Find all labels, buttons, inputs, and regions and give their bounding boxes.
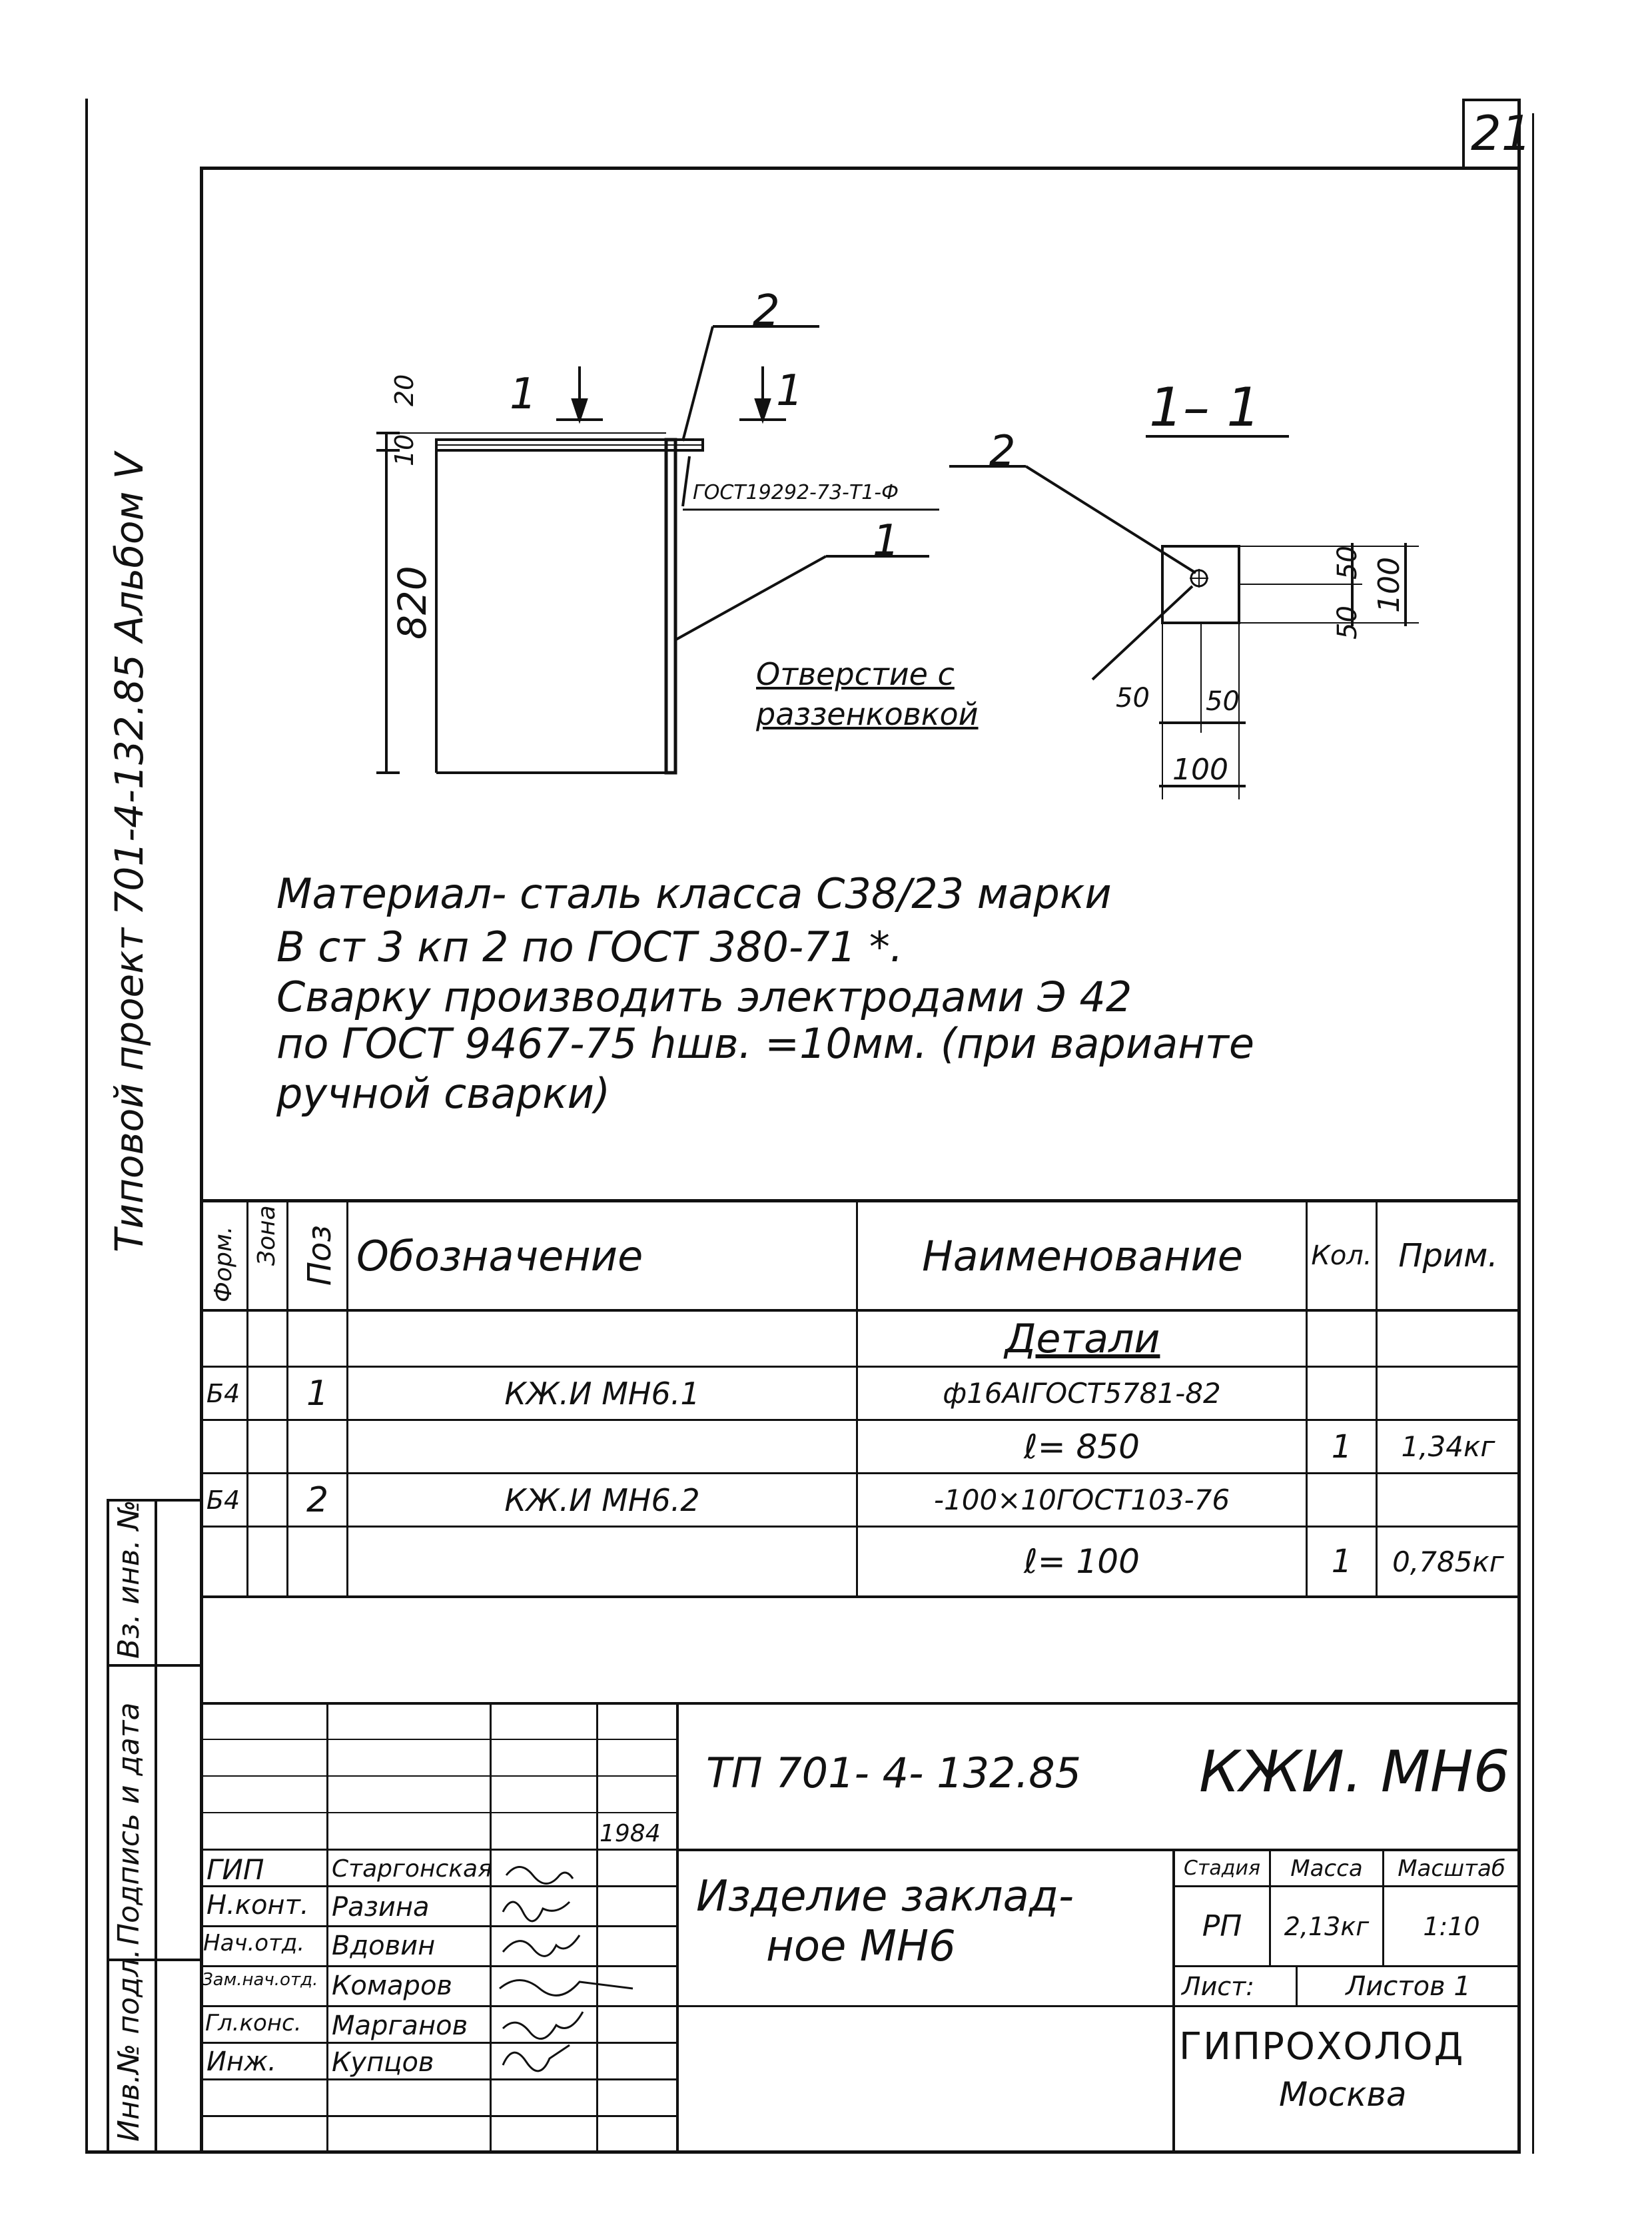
tb-name-1: Разина	[332, 1892, 430, 1923]
tb-role-4: Гл.конс.	[205, 2010, 302, 2036]
tb-role-3: Зам.нач.отд.	[202, 1970, 318, 1990]
signature-2	[503, 1902, 570, 1921]
tb-item-title-2: ное МН6	[766, 1922, 956, 1971]
spec-hline-6	[200, 1595, 1520, 1598]
tb-item-title-1: Изделие заклад-	[696, 1872, 1074, 1921]
note-line-2: В ст 3 кп 2 по ГОСТ 380-71 *.	[276, 923, 903, 971]
tb-year: 1984	[600, 1820, 661, 1847]
tb-h11	[200, 2115, 676, 2117]
tb-name-5: Купцов	[332, 2047, 434, 2078]
tb-sheet-label: Лист:	[1182, 1971, 1255, 2001]
spec-row2-qty: 1	[1331, 1428, 1352, 1466]
leader-2-top-label: 2	[753, 286, 780, 336]
signature-6	[503, 2045, 570, 2071]
tb-mass: 2,13кг	[1284, 1911, 1370, 1941]
spec-section-title: Детали	[1005, 1315, 1160, 1362]
tb-top	[200, 1702, 1520, 1705]
margin-stamp-line-b	[155, 1499, 157, 2154]
tb-h-left-r3	[676, 2005, 1172, 2007]
note-line-3: Сварку производить электродами Э 42	[276, 973, 1132, 1021]
sec-dim-50-d: 50	[1206, 686, 1240, 717]
spec-row4-name: ℓ= 100	[1024, 1542, 1140, 1581]
tb-name-3: Комаров	[332, 1971, 452, 2001]
spec-header-format: Форм.	[210, 1226, 237, 1302]
spec-header-qty: Кол.	[1311, 1240, 1372, 1271]
tb-name-0: Старгонская	[332, 1855, 492, 1883]
tb-mass-label: Масса	[1290, 1855, 1363, 1882]
sec-dim-50-a: 50	[1332, 546, 1363, 580]
spec-header-note: Прим.	[1398, 1237, 1498, 1274]
weld-leader	[683, 456, 689, 506]
spec-row2-note: 1,34кг	[1401, 1430, 1495, 1463]
weld-gost-label: ГОСТ19292-73-Т1-Ф	[693, 481, 899, 504]
margin-inv-no: Инв.№ подл.	[112, 1949, 146, 2142]
spec-row4-note: 0,785кг	[1392, 1545, 1504, 1578]
leader-1-label: 1	[873, 516, 900, 566]
spec-row3-designation: КЖ.И МН6.2	[504, 1482, 700, 1518]
tb-stage-label: Стадия	[1183, 1857, 1261, 1880]
spec-header-pos: Поз	[301, 1225, 338, 1286]
tb-org-line2: Москва	[1279, 2075, 1407, 2114]
tb-role-2: Нач.отд.	[203, 1930, 305, 1957]
dim-20-label: 20	[390, 374, 419, 406]
tb-h1	[200, 1739, 676, 1740]
signature-3	[503, 1935, 580, 1956]
spec-header-zone: Зона	[253, 1205, 280, 1266]
spec-header-designation: Обозначение	[356, 1231, 643, 1280]
tb-v4	[676, 1702, 679, 2150]
sheet-number: 21	[1471, 105, 1532, 161]
tb-project-code: ТП 701- 4- 132.85	[706, 1749, 1082, 1797]
album-title-vertical: Типовой проект 701-4-132.85 Альбом V	[107, 452, 152, 1252]
leader-1-diag	[676, 556, 826, 640]
tb-role-5: Инж.	[206, 2046, 276, 2077]
sec-dim-100-v: 100	[1372, 557, 1406, 613]
note-line-5: ручной сварки)	[276, 1069, 611, 1118]
spec-row3-name: -100×10ГОСТ103-76	[933, 1484, 1230, 1516]
spec-row3-format: Б4	[206, 1485, 240, 1515]
spec-row1-pos: 1	[306, 1373, 329, 1414]
cut-arrow-right-head	[756, 400, 769, 420]
tb-role-1: Н.конт.	[206, 1890, 309, 1921]
margin-stamp-line-a	[107, 1499, 109, 2154]
tb-role-0: ГИП	[206, 1853, 264, 1886]
dim-10-label: 10	[390, 434, 419, 466]
cut-label-left: 1	[510, 370, 537, 419]
cut-label-right: 1	[776, 366, 803, 416]
spec-row1-format: Б4	[206, 1378, 240, 1408]
spec-row1-designation: КЖ.И МН6.1	[504, 1375, 700, 1412]
note-line-1: Материал- сталь класса С38/23 марки	[276, 869, 1112, 918]
margin-sign-date: Подпись и дата	[112, 1702, 146, 1945]
signature-4	[500, 1981, 633, 1996]
bar-vertical	[666, 440, 675, 773]
sec-dim-100-h: 100	[1172, 753, 1228, 787]
spec-row2-name: ℓ= 850	[1024, 1427, 1140, 1466]
hole-leader-diag	[1092, 586, 1192, 679]
tb-mark: КЖИ. МН6	[1199, 1739, 1510, 1805]
tb-h4	[200, 1849, 676, 1851]
hole-label-line2: раззенковкой	[756, 696, 979, 732]
tb-h-r3	[1172, 2005, 1520, 2007]
hole-label-line1: Отверстие с	[756, 656, 955, 692]
tb-stage: РП	[1202, 1909, 1242, 1943]
note-line-4: по ГОСТ 9467-75 hшв. =10мм. (при варианте	[276, 1019, 1254, 1068]
sec-dim-50-b: 50	[1332, 606, 1363, 640]
tb-name-4: Марганов	[332, 2010, 468, 2041]
tb-sheets-label: Листов 1	[1346, 1971, 1471, 2002]
tb-org-line1: ГИПРОХОЛОД	[1179, 2025, 1465, 2068]
dim-820-label: 820	[390, 566, 435, 640]
tb-scale: 1:10	[1423, 1911, 1480, 1941]
sec-dim-50-c: 50	[1116, 683, 1150, 713]
leader-2-diag	[683, 326, 713, 441]
spec-row4-qty: 1	[1331, 1543, 1352, 1580]
spec-row3-pos: 2	[306, 1480, 329, 1520]
spec-row1-name: ф16АIГОСТ5781-82	[943, 1377, 1221, 1410]
tb-scale-label: Масштаб	[1398, 1855, 1505, 1882]
cut-arrow-left-head	[573, 400, 586, 420]
tb-name-2: Вдовин	[332, 1931, 436, 1961]
signature-1	[506, 1867, 573, 1884]
signature-5	[503, 2012, 583, 2038]
margin-stamp-sep-2	[107, 1664, 203, 1667]
spec-header-name: Наименование	[922, 1231, 1243, 1280]
tb-h2	[200, 1775, 676, 1777]
spec-vline-zone	[246, 1199, 248, 1595]
tb-h3	[200, 1812, 676, 1813]
signatures	[493, 1852, 673, 2085]
section-title: 1– 1	[1149, 376, 1261, 438]
frame-bottom	[85, 2150, 1521, 2154]
margin-inv-dup: Вз. инв. №	[112, 1500, 146, 1659]
leader-2b-diag	[1026, 466, 1196, 573]
leader-2-section-label: 2	[989, 426, 1016, 475]
